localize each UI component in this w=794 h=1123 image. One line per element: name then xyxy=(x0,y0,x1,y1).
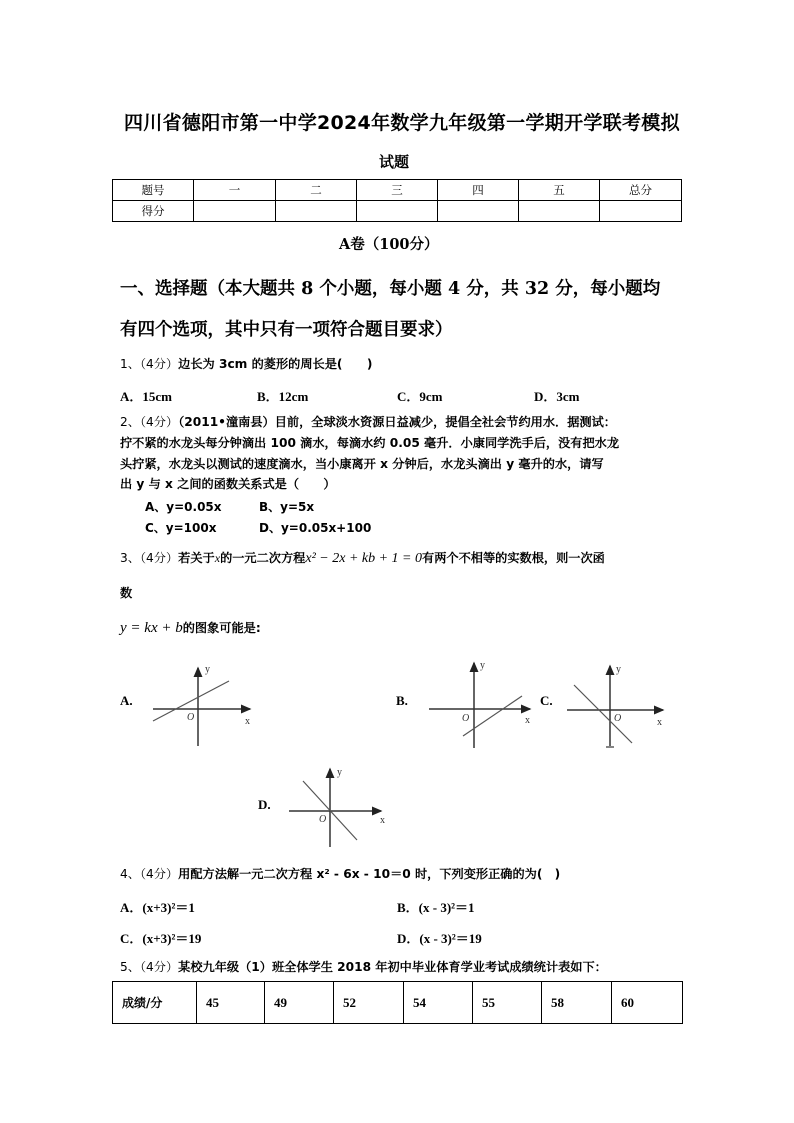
question-3-line1 xyxy=(120,549,605,567)
graph-label-c: C. xyxy=(540,693,553,708)
header-cell: 总分 xyxy=(600,180,682,201)
table-cell: 54 xyxy=(404,982,473,1024)
question-score: （4分） xyxy=(139,551,179,565)
graph-a xyxy=(153,668,250,746)
score-input-cell[interactable] xyxy=(519,201,600,222)
row-label-cell: 成绩/分 xyxy=(113,982,197,1024)
table-cell: 49 xyxy=(265,982,334,1024)
question-text: 有两个不相等的实数根，则一次函 xyxy=(422,551,605,565)
score-input-cell[interactable] xyxy=(276,201,357,222)
question-text: 用配方法解一元二次方程 x² - 6x - 10＝0 时，下列变形正确的为( ) xyxy=(178,867,561,881)
question-score: （4分） xyxy=(139,867,179,881)
origin-label: O xyxy=(319,814,327,825)
q1-option-c: C．9cm xyxy=(397,389,443,404)
axis-label-y: y xyxy=(337,767,342,778)
table-cell: 45 xyxy=(197,982,265,1024)
question-number: 3、 xyxy=(120,551,140,565)
question-score: （4分） xyxy=(139,357,179,371)
axis-label-x: x xyxy=(380,815,385,826)
document-title-line1: 四川省德阳市第一中学2024年数学九年级第一学期开学联考模拟 xyxy=(124,112,680,134)
score-label-cell: 得分 xyxy=(113,201,194,222)
question-number: 2、 xyxy=(120,415,140,429)
origin-label: O xyxy=(462,713,470,724)
graph-label-a: A. xyxy=(120,693,133,708)
axis-label-y: y xyxy=(480,660,485,671)
math-variable-x: x xyxy=(214,551,221,565)
score-input-cell[interactable] xyxy=(600,201,682,222)
axis-label-x: x xyxy=(525,715,530,726)
q4-option-b: B．(x - 3)²＝1 xyxy=(397,900,475,915)
table-cell: 60 xyxy=(612,982,683,1024)
q1-option-a: A．15cm xyxy=(120,389,172,404)
q1-option-d: D．3cm xyxy=(534,389,580,404)
q4-option-a: A．(x+3)²＝1 xyxy=(120,900,195,915)
axis-label-y: y xyxy=(205,664,210,675)
table-cell: 58 xyxy=(542,982,612,1024)
q2-option-c: C、y=100x xyxy=(145,521,217,535)
q2-option-a: A、y=0.05x xyxy=(145,500,222,514)
q4-option-d: D．(x - 3)²＝19 xyxy=(397,931,482,946)
question-3-line2: 数 xyxy=(120,586,133,600)
axis-label-x: x xyxy=(245,716,250,727)
score-table-score-row xyxy=(113,201,682,222)
document-title-line2: 试题 xyxy=(379,153,410,171)
graph-label-b: B. xyxy=(396,693,408,708)
axis-label-y: y xyxy=(616,664,621,675)
origin-label: O xyxy=(614,713,622,724)
question-text: 的图象可能是: xyxy=(182,621,261,635)
graph-d xyxy=(289,769,381,847)
header-cell: 三 xyxy=(357,180,438,201)
question-5 xyxy=(120,958,607,975)
score-input-cell[interactable] xyxy=(438,201,519,222)
question-4 xyxy=(120,865,560,882)
axis-label-x: x xyxy=(657,717,662,728)
quadratic-equation: x² − 2x + kb + 1 = 0 xyxy=(305,551,423,566)
header-cell: 题号 xyxy=(113,180,194,201)
question-number: 4、 xyxy=(120,867,140,881)
origin-label: O xyxy=(187,712,195,723)
section-heading-line1: 一、选择题（本大题共 8 个小题，每小题 4 分，共 32 分，每小题均 xyxy=(120,279,661,299)
question-text: 的一元二次方程 xyxy=(220,551,306,565)
header-cell: 一 xyxy=(194,180,276,201)
question-number: 5、 xyxy=(120,960,140,974)
question-score: （4分） xyxy=(139,960,179,974)
header-cell: 二 xyxy=(276,180,357,201)
graph-label-d: D. xyxy=(258,797,271,812)
question-3-line3 xyxy=(120,619,261,637)
question-text: 某校九年级（1）班全体学生 2018 年初中毕业体育学业考试成绩统计表如下： xyxy=(178,960,607,974)
table-row xyxy=(113,982,683,1024)
question-text: 若关于 xyxy=(178,551,215,565)
table-cell: 55 xyxy=(473,982,542,1024)
q4-option-c: C．(x+3)²＝19 xyxy=(120,931,202,946)
question-number: 1、 xyxy=(120,357,140,371)
question-text: （2011•潼南县）目前，全球淡水资源日益减少，提倡全社会节约用水．据测试： xyxy=(178,415,616,429)
score-input-cell[interactable] xyxy=(357,201,438,222)
score-input-cell[interactable] xyxy=(194,201,276,222)
q2-option-b: B、y=5x xyxy=(259,500,315,514)
question-1 xyxy=(120,355,372,372)
q1-option-b: B．12cm xyxy=(257,389,309,404)
question-2-line1 xyxy=(120,413,616,430)
graph-b xyxy=(429,663,530,748)
q2-option-d: D、y=0.05x+100 xyxy=(259,521,372,535)
paper-section-heading: A卷（100分） xyxy=(339,236,439,253)
header-cell: 四 xyxy=(438,180,519,201)
question-2-line4: 出 y 与 x 之间的函数关系式是（ ） xyxy=(120,477,336,491)
question-score: （4分） xyxy=(139,415,179,429)
header-cell: 五 xyxy=(519,180,600,201)
question-2-line2: 拧不紧的水龙头每分钟滴出 100 滴水，每滴水约 0.05 毫升．小康同学洗手后，没有把水龙 xyxy=(120,436,620,450)
section-heading-line2: 有四个选项，其中只有一项符合题目要求） xyxy=(120,320,453,340)
score-table-header-row xyxy=(113,180,682,201)
table-cell: 52 xyxy=(334,982,404,1024)
linear-function: y = kx + b xyxy=(120,620,183,636)
graph-c xyxy=(567,666,663,747)
question-2-line3: 头拧紧，水龙头以测试的速度滴水，当小康离开 x 分钟后，水龙头滴出 y 毫升的水，请写 xyxy=(120,457,604,471)
score-stats-table xyxy=(112,981,683,1024)
question-text: 边长为 3cm 的菱形的周长是( ) xyxy=(178,357,373,371)
score-table xyxy=(112,179,682,222)
